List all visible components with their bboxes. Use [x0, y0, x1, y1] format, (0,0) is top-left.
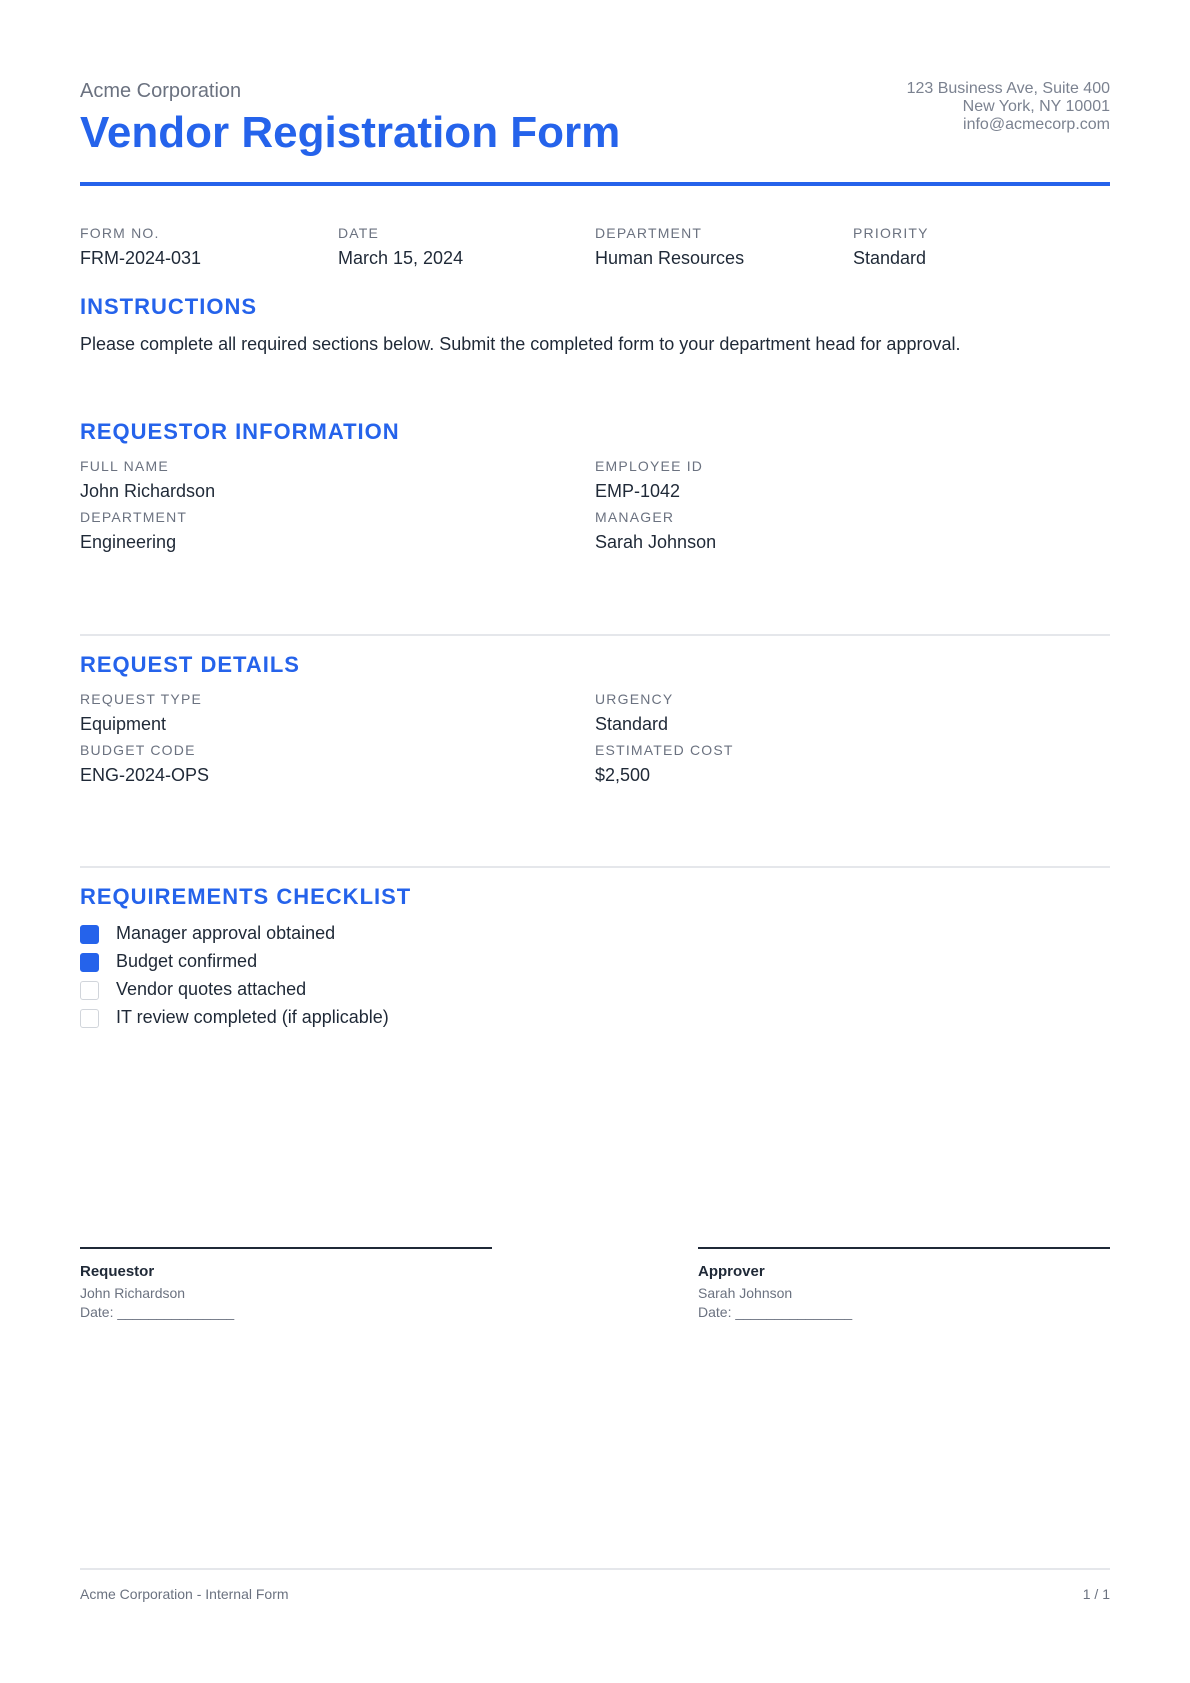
- field-value: John Richardson: [80, 481, 216, 501]
- checklist-label: Manager approval obtained: [116, 923, 336, 943]
- field-urgency: [595, 691, 673, 735]
- checkbox-unchecked-icon[interactable]: [80, 981, 99, 1000]
- meta-label: FORM NO.: [80, 225, 160, 241]
- checklist-heading: REQUIREMENTS CHECKLIST: [80, 884, 412, 909]
- signature-date: Date: _______________: [80, 1304, 235, 1320]
- meta-department: [595, 225, 744, 269]
- field-label: EMPLOYEE ID: [595, 458, 704, 474]
- meta-date: [338, 225, 463, 269]
- checkbox-checked-icon[interactable]: [80, 925, 99, 944]
- section-divider: [80, 634, 1110, 636]
- company-name: Acme Corporation: [80, 80, 242, 102]
- field-label: DEPARTMENT: [80, 509, 188, 525]
- meta-priority: [853, 225, 929, 269]
- field-estimated-cost: [595, 742, 734, 786]
- checkbox-checked-icon[interactable]: [80, 953, 99, 972]
- footer-text: Acme Corporation - Internal Form: [80, 1586, 289, 1602]
- meta-label: DEPARTMENT: [595, 225, 703, 241]
- checkbox-unchecked-icon[interactable]: [80, 1009, 99, 1028]
- signature-role: Approver: [698, 1263, 765, 1280]
- request-details-heading: REQUEST DETAILS: [80, 652, 300, 677]
- field-label: URGENCY: [595, 691, 674, 707]
- form-header: [80, 0, 1110, 186]
- meta-form-no: [80, 225, 201, 269]
- meta-value: Standard: [853, 248, 927, 268]
- field-value: Standard: [595, 714, 669, 734]
- signature-block-requestor: [80, 1247, 492, 1320]
- field-value: Sarah Johnson: [595, 532, 717, 552]
- field-full-name: [80, 458, 215, 502]
- field-manager: [595, 509, 716, 553]
- checklist-label: Vendor quotes attached: [116, 979, 307, 999]
- signature-name: John Richardson: [80, 1285, 186, 1301]
- meta-label: DATE: [338, 225, 380, 241]
- field-value: $2,500: [595, 765, 651, 785]
- form-page: [80, 0, 1110, 1683]
- company-address: [907, 80, 1110, 134]
- checklist-label: Budget confirmed: [116, 951, 258, 971]
- form-meta: [80, 225, 1110, 275]
- field-label: REQUEST TYPE: [80, 691, 203, 707]
- signature-block-approver: [698, 1247, 1110, 1320]
- instructions-text: Please complete all required sections below. Submit the completed form to your department head for approval.: [80, 334, 961, 354]
- signature-role: Requestor: [80, 1263, 155, 1280]
- field-employee-id: [595, 458, 703, 502]
- requestor-heading: REQUESTOR INFORMATION: [80, 419, 400, 444]
- meta-value: March 15, 2024: [338, 248, 464, 268]
- field-value: Engineering: [80, 532, 177, 552]
- footer-divider: [80, 1568, 1110, 1570]
- signature-line[interactable]: [698, 1247, 1110, 1249]
- field-request-type: [80, 691, 202, 735]
- section-divider: [80, 866, 1110, 868]
- company-email[interactable]: info@acmecorp.com: [963, 116, 1110, 133]
- field-value: Equipment: [80, 714, 167, 734]
- field-label: ESTIMATED COST: [595, 742, 734, 758]
- meta-value: FRM-2024-031: [80, 248, 202, 268]
- page-number: 1 / 1: [1082, 1586, 1110, 1602]
- signature-date: Date: _______________: [698, 1304, 853, 1320]
- field-label: BUDGET CODE: [80, 742, 196, 758]
- checklist-label: IT review completed (if applicable): [116, 1007, 389, 1027]
- field-department: [80, 509, 187, 553]
- signature-line[interactable]: [80, 1247, 492, 1249]
- field-value: ENG-2024-OPS: [80, 765, 210, 785]
- address-line-2: New York, NY 10001: [962, 98, 1110, 115]
- field-value: EMP-1042: [595, 481, 681, 501]
- signature-name: Sarah Johnson: [698, 1285, 793, 1301]
- field-budget-code: [80, 742, 209, 786]
- form-title: Vendor Registration Form: [80, 108, 621, 157]
- meta-label: PRIORITY: [853, 225, 929, 241]
- instructions-heading: INSTRUCTIONS: [80, 294, 257, 319]
- field-label: FULL NAME: [80, 458, 169, 474]
- address-line-1: 123 Business Ave, Suite 400: [906, 80, 1110, 97]
- meta-value: Human Resources: [595, 248, 745, 268]
- field-label: MANAGER: [595, 509, 675, 525]
